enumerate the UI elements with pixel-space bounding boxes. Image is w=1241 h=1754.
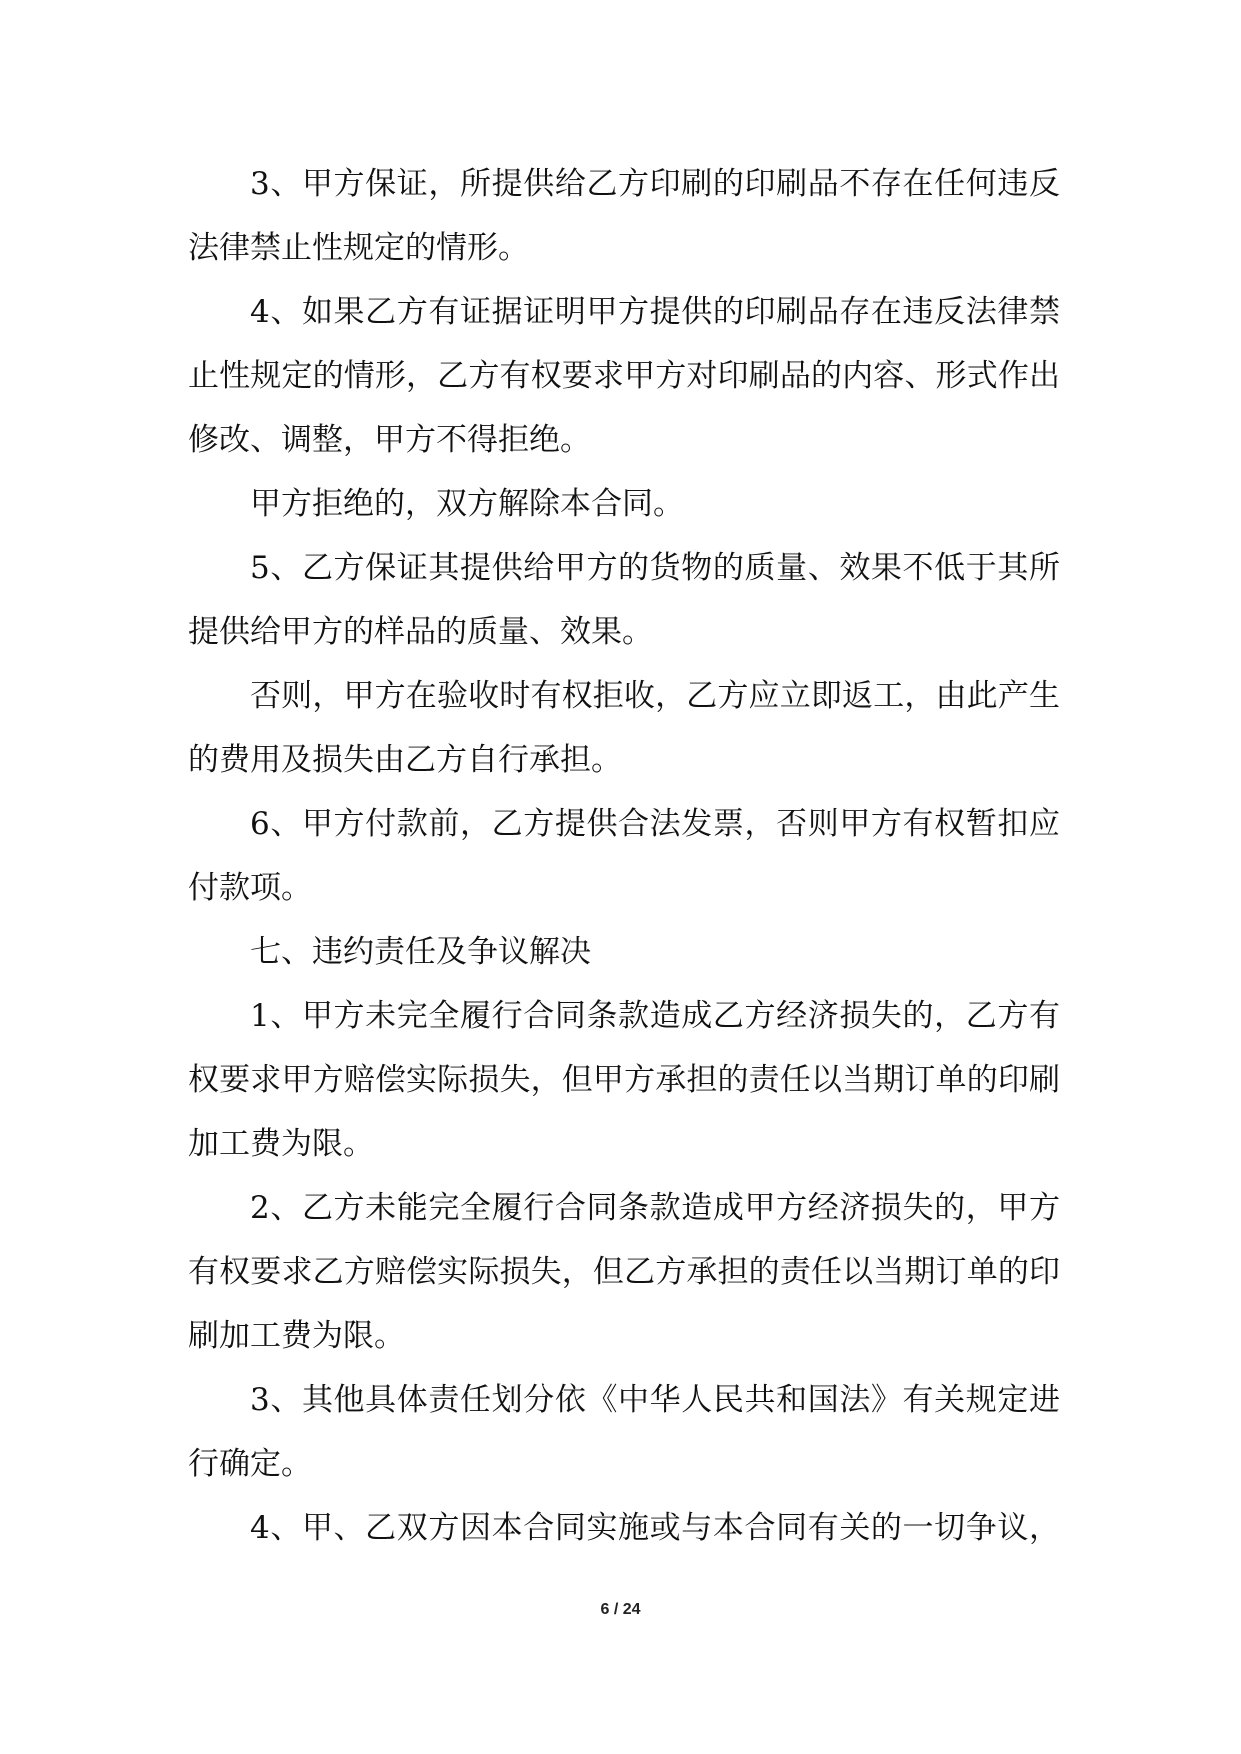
text-line: 4、如果乙方有证据证明甲方提供的印刷品存在违反法律禁 [250,294,1060,330]
section-heading: 七、违约责任及争议解决 [250,934,591,970]
text-line: 甲方拒绝的，双方解除本合同。 [250,486,684,522]
text-line: 3、甲方保证，所提供给乙方印刷的印刷品不存在任何违反 [250,166,1060,202]
text-line: 的费用及损失由乙方自行承担。 [188,742,622,778]
text-line: 行确定。 [188,1446,312,1482]
text-line: 2、乙方未能完全履行合同条款造成甲方经济损失的，甲方 [250,1190,1060,1226]
text-line: 6、甲方付款前，乙方提供合法发票，否则甲方有权暂扣应 [250,806,1060,842]
text-line: 3、其他具体责任划分依《中华人民共和国法》有关规定进 [250,1382,1060,1418]
page-number: 6 / 24 [600,1601,641,1618]
text-line: 5、乙方保证其提供给甲方的货物的质量、效果不低于其所 [250,550,1060,586]
text-line: 止性规定的情形，乙方有权要求甲方对印刷品的内容、形式作出 [188,358,1060,394]
text-line: 法律禁止性规定的情形。 [188,230,529,266]
text-line: 修改、调整，甲方不得拒绝。 [188,422,591,458]
text-line: 付款项。 [188,870,312,906]
text-line: 加工费为限。 [188,1126,374,1162]
text-line: 4、甲、乙双方因本合同实施或与本合同有关的一切争议， [250,1510,1060,1546]
text-line: 1、甲方未完全履行合同条款造成乙方经济损失的，乙方有 [250,998,1060,1034]
text-line: 提供给甲方的样品的质量、效果。 [188,614,653,650]
text-line: 有权要求乙方赔偿实际损失，但乙方承担的责任以当期订单的印 [188,1254,1060,1290]
text-line: 权要求甲方赔偿实际损失，但甲方承担的责任以当期订单的印刷 [188,1062,1060,1098]
text-line: 刷加工费为限。 [188,1318,405,1354]
text-line: 否则，甲方在验收时有权拒收，乙方应立即返工，由此产生 [250,678,1060,714]
